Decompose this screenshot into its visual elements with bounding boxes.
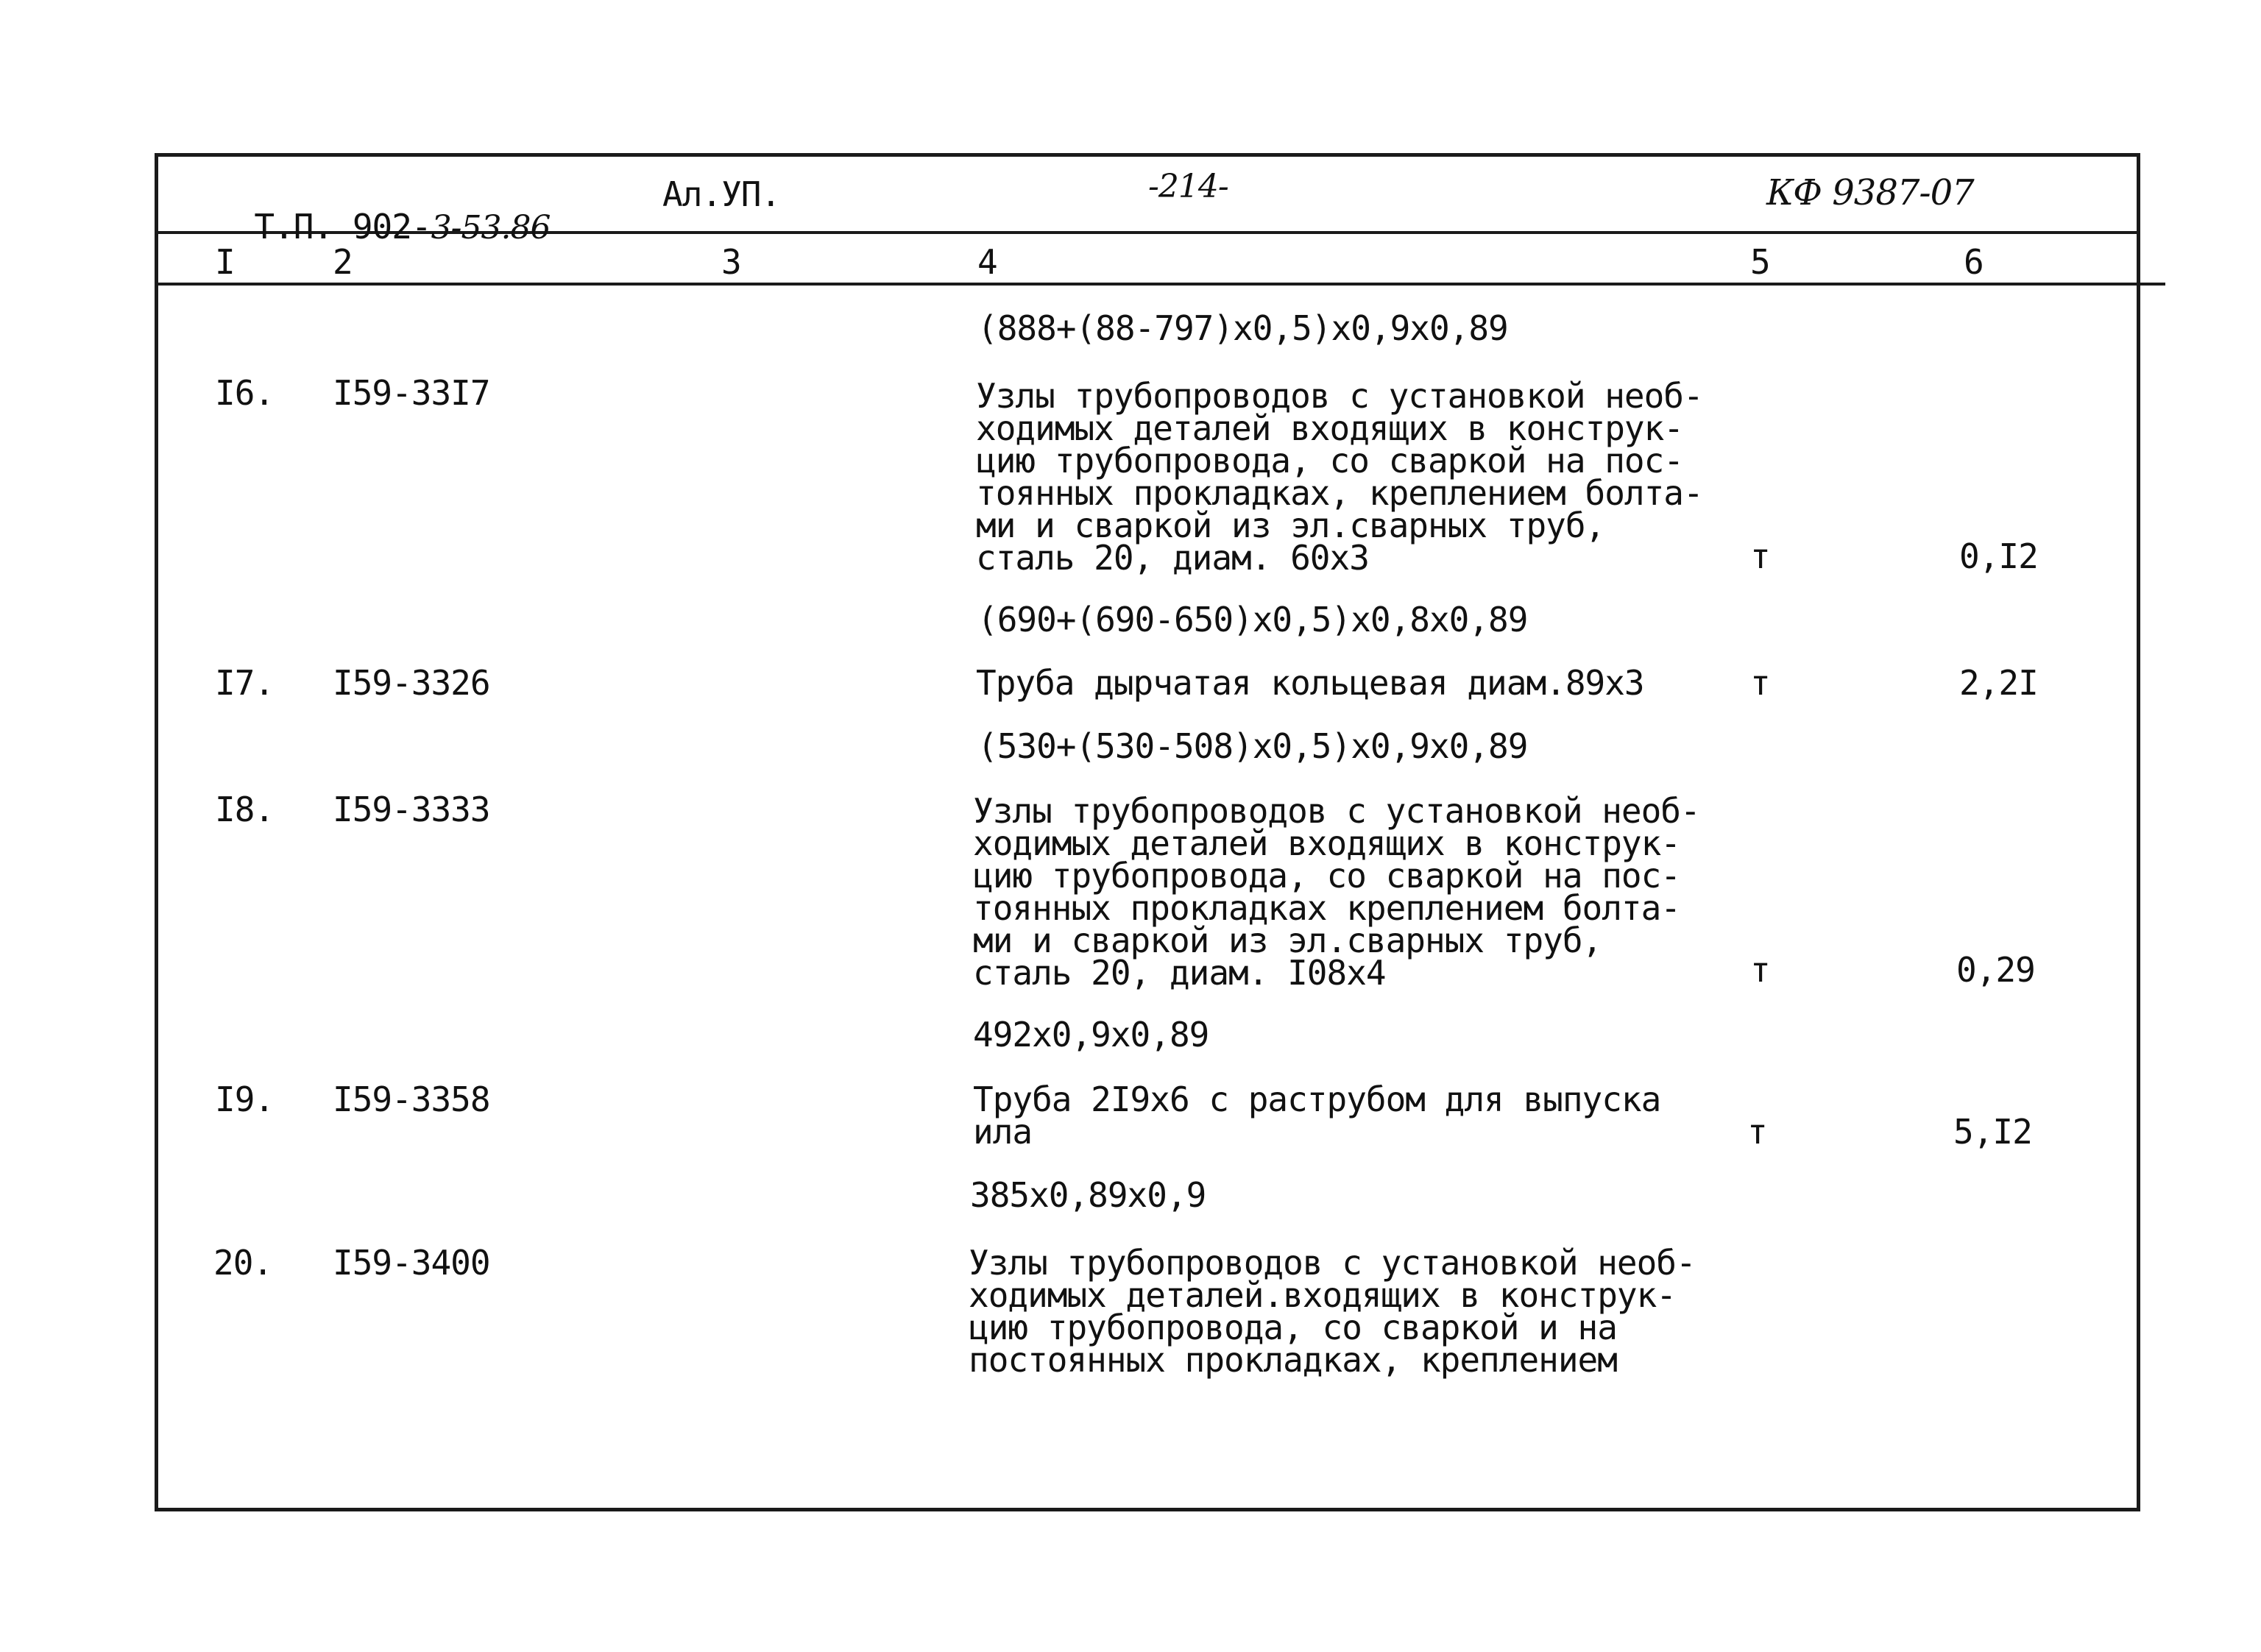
row-number: 20.	[213, 1243, 273, 1283]
description-line: сталь 20, диам. I08х4	[973, 953, 1386, 993]
intro-formula: (888+(88-797)х0,5)х0,9х0,89	[977, 308, 1508, 348]
row-number: I8.	[215, 790, 275, 829]
row-unit: т	[1750, 536, 1770, 576]
description-line: Узлы трубопроводов с установкой необ-	[973, 791, 1700, 831]
row-quantity: 5,I2	[1953, 1112, 2032, 1152]
column-numbers-divider	[156, 283, 2165, 286]
row-quantity: 0,29	[1956, 950, 2035, 990]
row-formula: (530+(530-508)х0,5)х0,9х0,89	[977, 726, 1528, 766]
row-code: I59-3333	[333, 790, 490, 829]
row-formula: 492х0,9х0,89	[973, 1015, 1209, 1054]
column-header-4: 4	[977, 242, 997, 282]
row-description	[973, 791, 1700, 993]
row-code: I59-3326	[333, 663, 490, 703]
description-line: ходимых деталей входящих в конструк-	[973, 823, 1680, 863]
row-formula: 385х0,89х0,9	[970, 1175, 1206, 1215]
description-line: цию трубопровода, со сваркой и на	[969, 1308, 1617, 1347]
column-header-3: 3	[721, 242, 741, 282]
row-number: I9.	[215, 1080, 275, 1119]
row-description	[976, 663, 1644, 703]
row-description	[969, 1243, 1696, 1380]
description-line: тоянных прокладках, креплением болта-	[976, 473, 1703, 513]
description-line: постоянных прокладках, креплением	[969, 1340, 1617, 1380]
row-quantity: 0,I2	[1959, 536, 2038, 576]
row-description	[973, 1080, 1661, 1152]
description-line: цию трубопровода, со сваркой на пос-	[973, 856, 1680, 896]
row-quantity: 2,2I	[1959, 663, 2038, 703]
document-code: КФ 9387-07	[1766, 172, 1974, 213]
row-number: I7.	[215, 663, 275, 703]
column-header-5: 5	[1750, 242, 1770, 282]
row-code: I59-33I7	[333, 373, 490, 413]
description-line: ходимых деталей входящих в конструк-	[976, 408, 1683, 448]
row-formula: (690+(690-650)х0,5)х0,8х0,89	[977, 600, 1528, 639]
description-line: Узлы трубопроводов с установкой необ-	[976, 376, 1703, 416]
row-code: I59-3400	[333, 1243, 490, 1283]
row-unit: т	[1747, 1112, 1767, 1152]
description-line: ми и сваркой из эл.сварных труб,	[973, 921, 1602, 960]
doc-number-typed: Т.П. 902-	[254, 207, 431, 247]
description-line: ила	[973, 1112, 1033, 1152]
description-line: Труба дырчатая кольцевая диам.89х3	[976, 663, 1644, 703]
description-line: сталь 20, диам. 60х3	[976, 538, 1369, 578]
doc-number-handwritten: 3-53.86	[431, 209, 551, 247]
page-number: -214-	[1148, 168, 1228, 205]
row-description	[976, 376, 1703, 578]
description-line: ми и сваркой из эл.сварных труб,	[976, 506, 1605, 545]
description-line: ходимых деталей.входящих в конструк-	[969, 1275, 1676, 1315]
column-header-1: I	[215, 242, 235, 282]
column-header-2: 2	[333, 242, 353, 282]
column-header-6: 6	[1964, 242, 1984, 282]
description-line: тоянных прокладках креплением болта-	[973, 888, 1680, 928]
row-unit: т	[1750, 950, 1770, 990]
row-unit: т	[1750, 663, 1770, 703]
description-line: Труба 2I9х6 с раструбом для выпуска	[973, 1080, 1661, 1119]
row-number: I6.	[215, 373, 275, 413]
row-code: I59-3358	[333, 1080, 490, 1119]
description-line: Узлы трубопроводов с установкой необ-	[969, 1243, 1696, 1283]
album-label: Ал.УП.	[662, 174, 781, 214]
doc-number	[215, 178, 551, 247]
description-line: цию трубопровода, со сваркой на пос-	[976, 441, 1683, 481]
